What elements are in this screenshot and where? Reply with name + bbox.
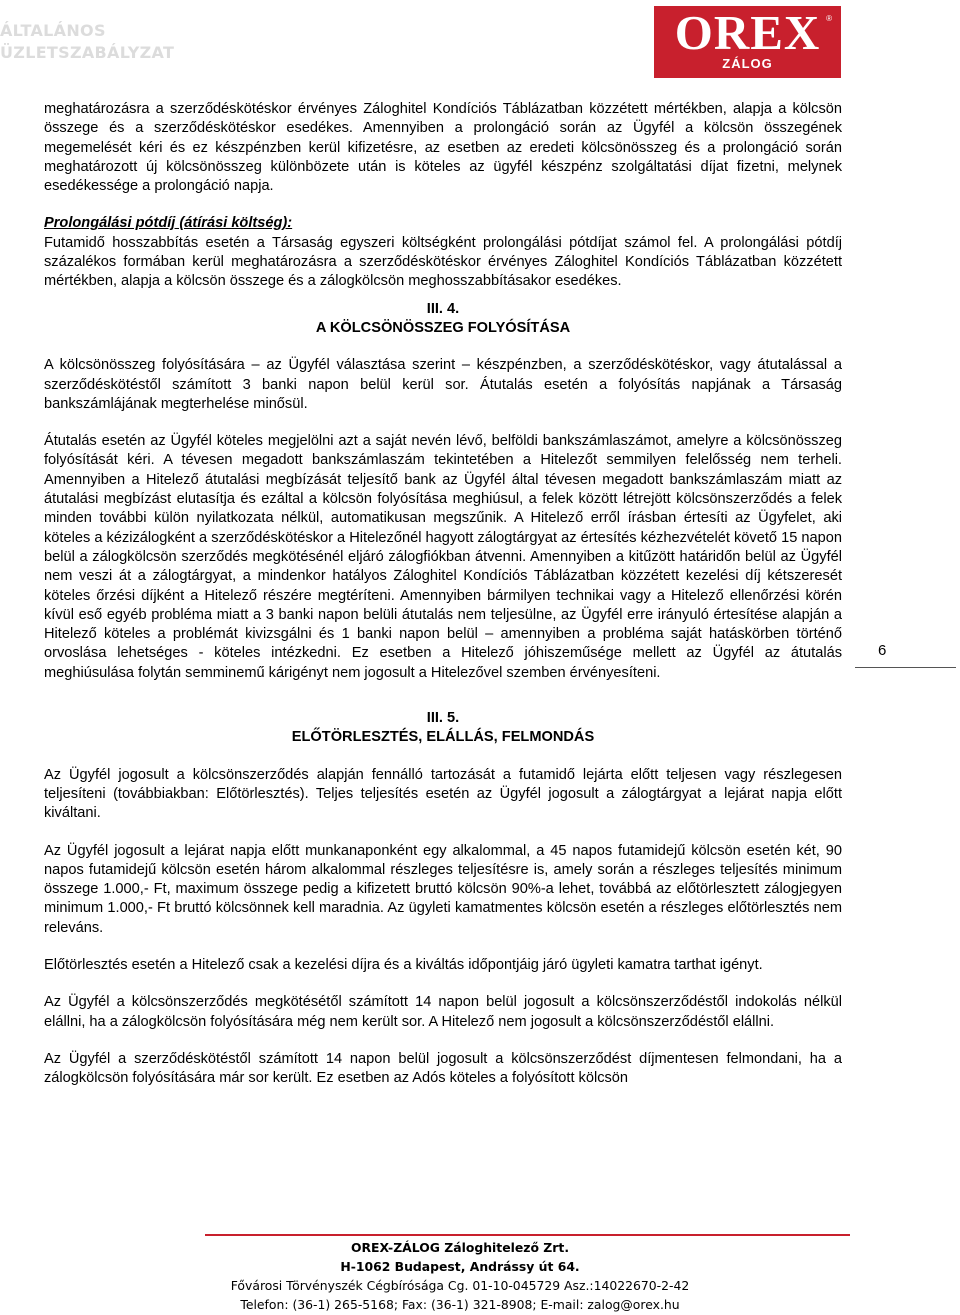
paragraph-early-repayment-costs: Előtörlesztés esetén a Hitelező csak a kezelési díjra és a kiváltás időpontjáig járó ügyleti kamatra tarthat igényt.	[44, 956, 763, 973]
header-line-2: ÜZLETSZABÁLYZAT	[0, 43, 175, 62]
section-5-title: ELŐTÖRLESZTÉS, ELÁLLÁS, FELMONDÁS	[291, 729, 595, 746]
paragraph-bank-transfer: Átutalás esetén az Ügyfél köteles megjelölni azt a saját nevén lévő, belföldi bankszámlaszámot, amelyre a kölcsönösszeg folyósítását kéri. A tévesen megadott bankszámlaszám tekintetében a Hitelezőt semmilyen felelősség nem terheli. Amennyiben a Hitelező átutalási megbízását teljesítő bank az Ügyfél által tévesen megadott bankszámlaszám miatt az átutalási megbízást elutasítja és ezáltal a kölcsön folyósítása meghiúsul, a felek között létrejött kölcsönszerződés a felek minden további külön nyilatkozata nélkül, automatikusan megszűnik. A Hitelező erről írásban értesíti az Ügyfelet, aki köteles a kézizálogként a szerződéskötéskor a Hitelezőnél hagyott zálogtárgyat az értesítés kézhezvételét követő 15 napon belül a zálogkölcsön szerződés megkötésénél eljáró zálogfiókban átvenni. Amennyiben a kitűzött határidőn belül az Ügyfél nem veszi át a zálogtárgyat, a mindenkor hatályos Záloghitel Kondíciós Táblázatban közzétett kezelési díj kétszeresét köteles őrzési díjként a Hitelező részére megtéríteni. Amennyiben bármilyen technikai vagy a Hitelező ellenőrzési körén kívül eső egyéb probléma miatt a 3 banki napon belüli átutalás nem teljesülne, az Ügyfél erre irányuló értesítése alapján a Hitelező köteles a problémát kivizsgálni és 1 banki napon belül – amennyiben a probléma saját hatáskörben történő orvoslása lehetséges - köteles intézkedni. Ez esetben a Hitelező jóhiszeműsége mellett az Ügyfél az átutalás meghiúsulása folytán semminemű kárigényt nem jogosult a Hitelezővel szemben érvényesíteni.	[44, 433, 842, 681]
logo-registered-mark: ®	[826, 14, 832, 23]
paragraph-partial-repayment: Az Ügyfél jogosult a lejárat napja előtt munkanaponként egy alkalommal, a 45 napos futamidejű kölcsön esetén két, 90 napos futamidejű kölcsön esetén három alkalommal részleges teljesítésre is, amely során a részleges teljesítés minimum összege 1.000,- Ft, maximum összege pedig a kifizetett bruttó kölcsön 90%-a lehet, továbbá az előtörlesztett zálogjegyen minimum 1.000,- Ft bruttó kölcsönnek kell maradnia. Az ügyleti kamatmentes kölcsön esetén a részleges előtörlesztés nem releváns.	[44, 842, 842, 936]
footer-registry: Fővárosi Törvényszék Cégbírósága Cg. 01-10-045729 Asz.:14022670-2-42	[230, 1278, 690, 1293]
footer-divider	[205, 1234, 850, 1236]
footer-address: H-1062 Budapest, Andrássy út 64.	[340, 1259, 580, 1274]
paragraph-disbursement: A kölcsönösszeg folyósítására – az Ügyfél választása szerint – készpénzben, a szerződéskötéskor, vagy átutalással a szerződéskötéstől számított 3 banki napon belül kerül sor. Átutalás esetén a folyósítás napjának a Társaság bankszámlájának megterhelése minősül.	[44, 357, 842, 412]
paragraph-withdrawal: Az Ügyfél a kölcsönszerződés megkötésétől számított 14 napon belül jogosult a kölcsönszerződéstől indokolás nélkül elállni, ha a zálogkölcsön folyósítására még nem került sor. A Hitelező nem jogosult a kölcsönszerződéstől elállni.	[44, 994, 842, 1030]
paragraph-prolongation-fee: Futamidő hosszabbítás esetén a Társaság egyszeri költségként prolongálási pótdíjat számol fel. A prolongálási pótdíj százalékos formában kerül meghatározásra a szerződéskötéskor érvényes Záloghitel Kondíciós Táblázatban közzétett mértékben, alapja a kölcsön összege és a zálogkölcsön meghosszabbításakor esedékes.	[44, 234, 842, 290]
logo-subtitle: ZÁLOG	[722, 56, 773, 71]
orex-zalog-logo	[654, 6, 841, 78]
document-header-title	[0, 20, 174, 64]
paragraph-termination: Az Ügyfél a szerződéskötéstől számított 14 napon belül jogosult a kölcsönszerződést díjmentesen felmondani, ha a zálogkölcsön folyósítására már sor került. Ez esetben az Adós köteles a folyósított kölcsön	[44, 1050, 842, 1087]
document-footer	[160, 1238, 760, 1314]
page-number-divider	[855, 667, 956, 668]
paragraph-service-fee: meghatározásra a szerződéskötéskor érvényes Záloghitel Kondíciós Táblázatban közzétett mértékben, alapja a kölcsön összege és a szerződéskötéskor esedékes. Amennyiben a prolongáció során az Ügyfél a kölcsön összegének megemelését kéri és ez készpénzben kerül kifizetésre, az esetben az eredeti kölcsönösszeg és a prolongáció során meghatározott új kölcsönösszeg különbözete után is köteles az ügyfél készpénz szolgáltatási díjat fizetni, melynek esedékessége a prolongáció napja.	[44, 101, 842, 195]
logo-wordmark: OREX	[674, 5, 821, 60]
section-4-title: A KÖLCSÖNÖSSZEG FOLYÓSÍTÁSA	[315, 319, 571, 336]
heading-prolongation-fee-text: Prolongálási pótdíj (átírási költség):	[44, 215, 293, 232]
footer-contact: Telefon: (36-1) 265-5168; Fax: (36-1) 321-8908; E-mail: zalog@orex.hu	[240, 1297, 680, 1312]
header-line-1: ÁLTALÁNOS	[0, 21, 106, 40]
footer-company: OREX-ZÁLOG Záloghitelező Zrt.	[350, 1240, 570, 1255]
section-4-number: III. 4.	[426, 300, 460, 317]
document-body	[44, 100, 842, 1088]
page-number: 6	[878, 642, 887, 659]
paragraph-early-repayment: Az Ügyfél jogosult a kölcsönszerződés alapján fennálló tartozását a futamidő lejárta előtt teljesen vagy részlegesen teljesíteni (továbbiakban: Előtörlesztés). Teljes teljesítés esetén az Ügyfél jogosult a zálogtárgyat a lejárat napja előtt kiváltani.	[44, 766, 842, 822]
section-5-number: III. 5.	[426, 710, 460, 727]
heading-prolongation-fee	[44, 214, 842, 233]
